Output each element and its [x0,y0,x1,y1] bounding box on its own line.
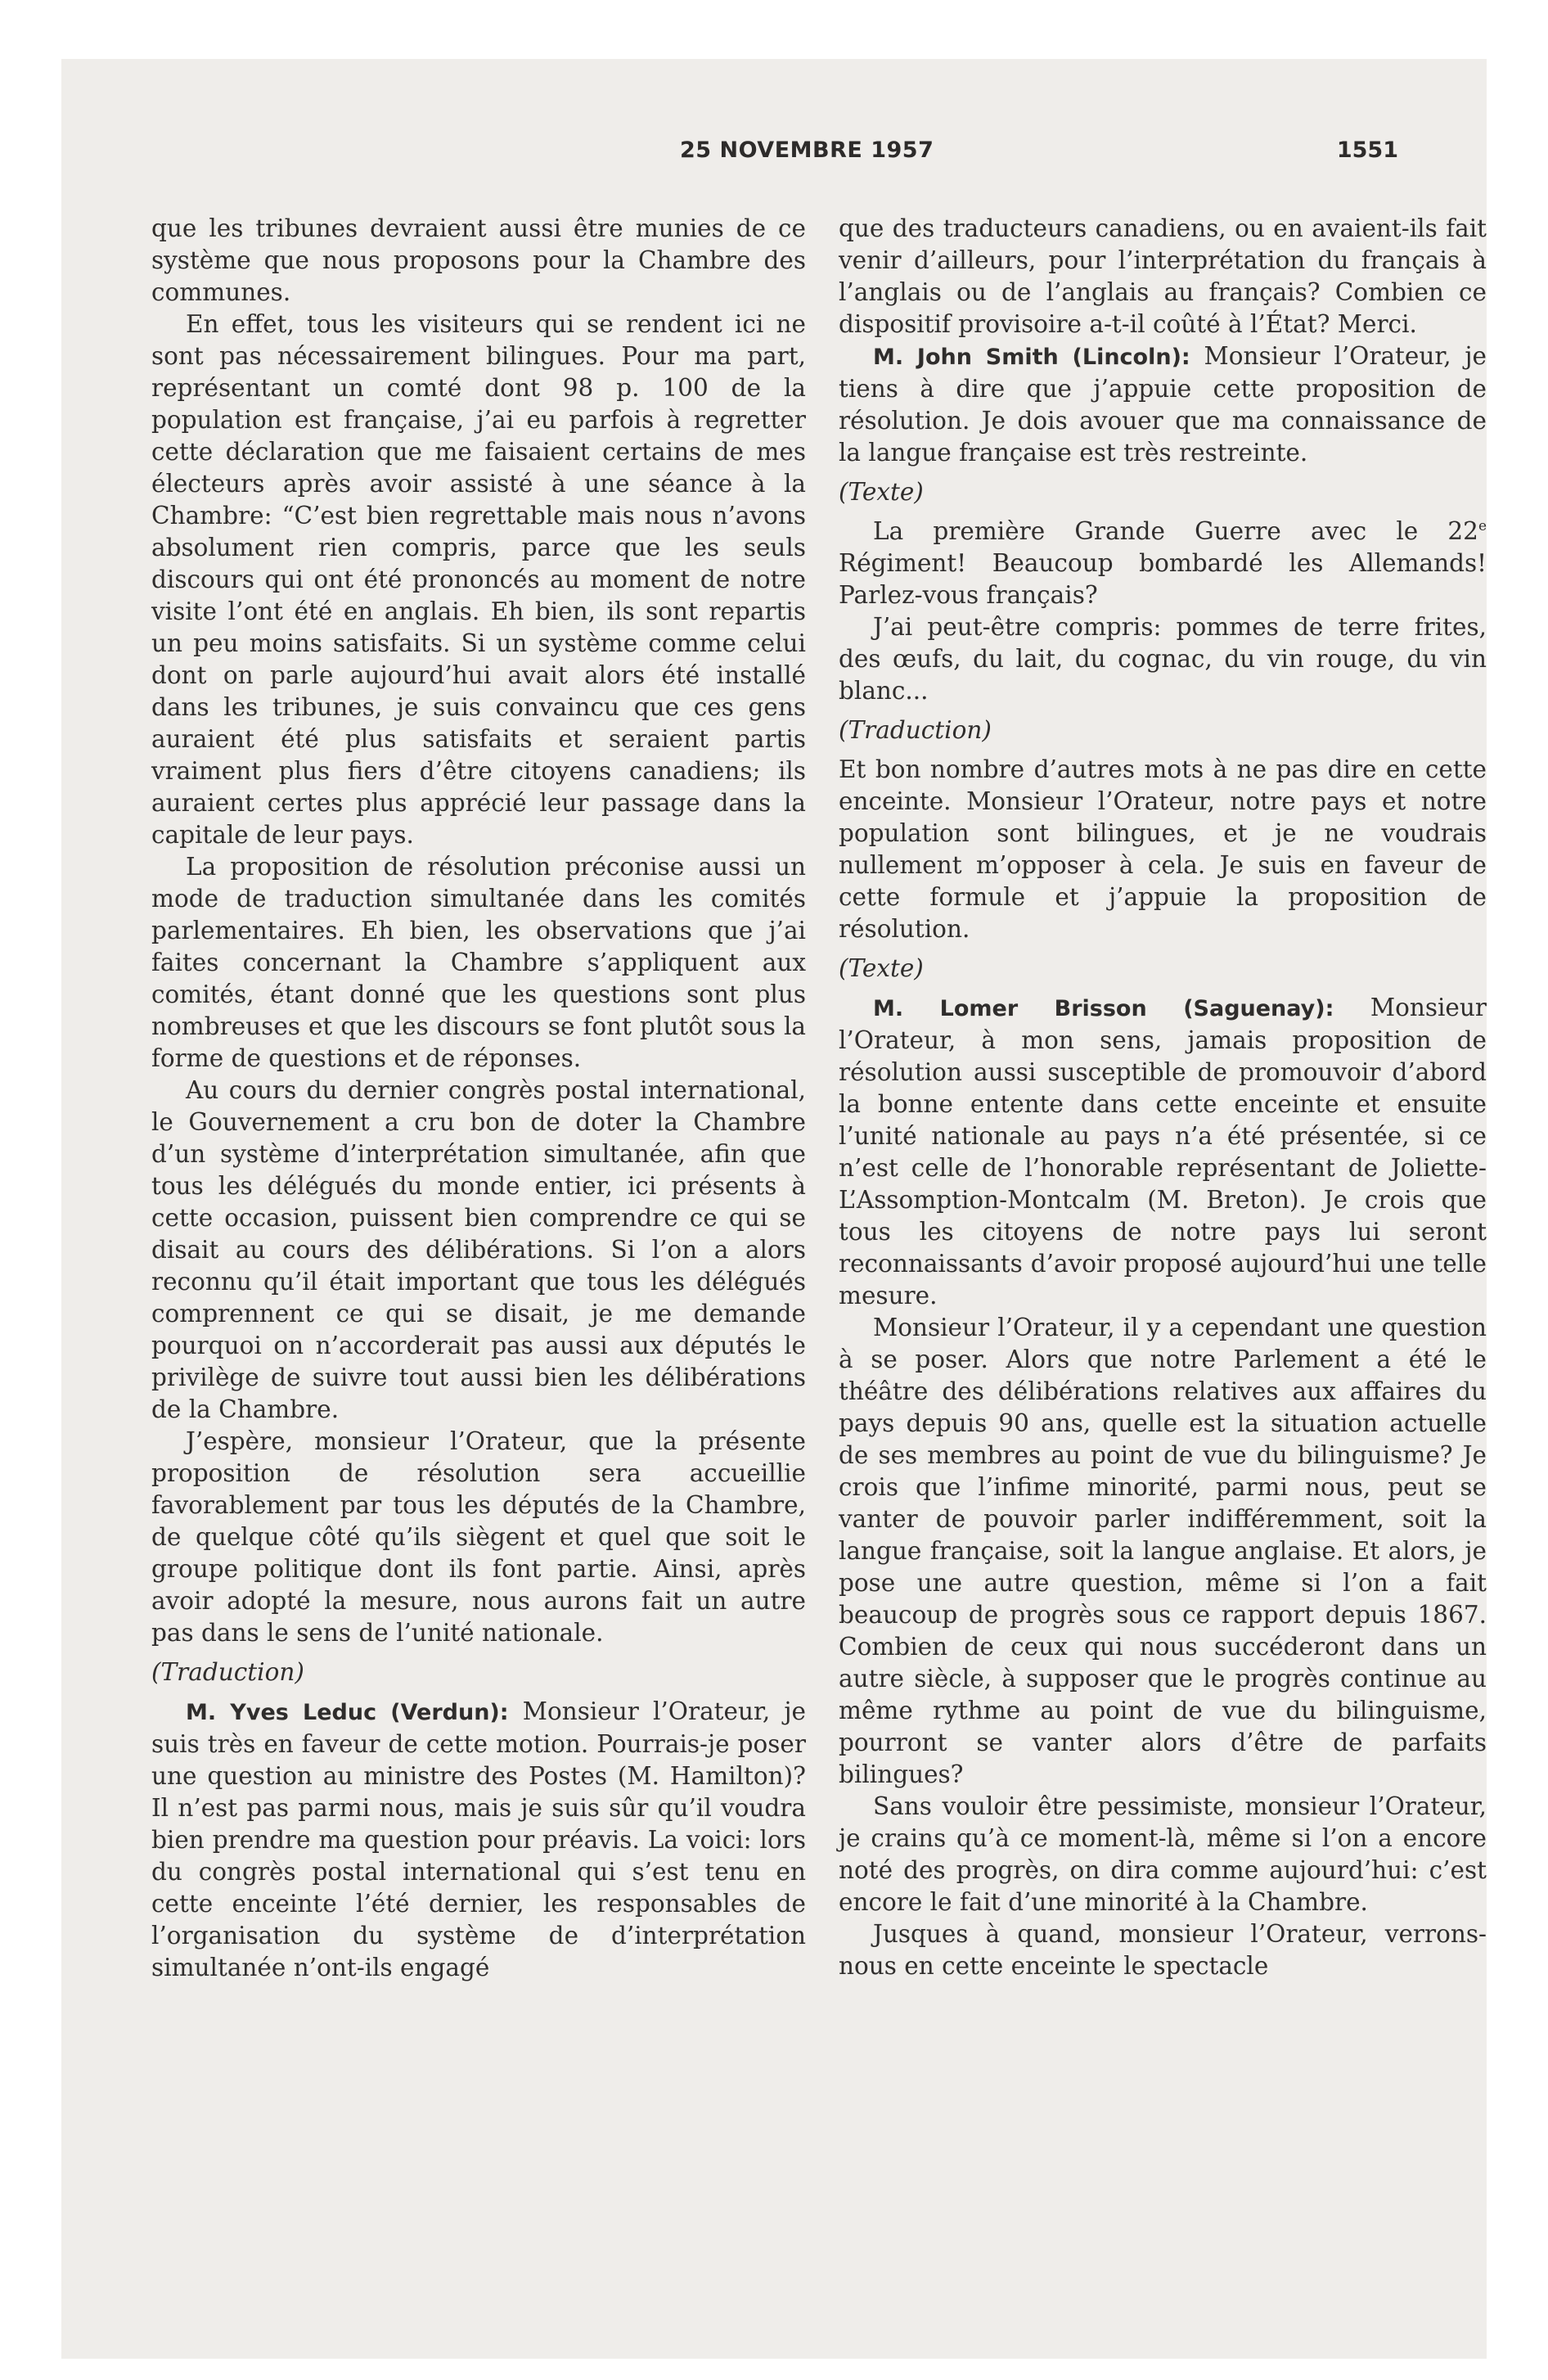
paragraph-text: Régiment! Beaucoup bombardé les Allemands! Parlez-vous français? [839,549,1487,609]
text-rubric: (Texte) [839,478,924,506]
paragraph: Et bon nombre d’autres mots à ne pas dire en cette enceinte. Monsieur l’Orateur, notre pays et notre population sont bilingues, et je ne voudrais nullement m’opposer à cela. Je suis en faveur de cette formule et j’appuie la proposition de résolution. [839,755,1487,943]
speech-paragraph [839,340,1487,469]
speaker-name: M. Lomer Brisson (Saguenay): [873,996,1334,1021]
paragraph [839,516,1487,611]
page-header [680,137,1398,174]
paragraph: que les tribunes devraient aussi être munies de ce système que nous proposons pour la Chambre des communes. [151,214,806,306]
paragraph-text: La première Grande Guerre avec le 22 [873,517,1478,545]
speech-text: Monsieur l’Orateur, à mon sens, jamais proposition de résolution aussi susceptible de promouvoir d’abord la bonne entente dans cette enceinte et ensuite l’unité nationale au pays n’a été présentée, si ce n’est celle de l’honorable représentant de Joliette-L’Assomption-Montcalm (M. Breton). Je crois que tous les citoyens de notre pays lui seront reconnaissants d’avoir proposé aujourd’hui une telle mesure. [839,994,1487,1309]
paragraph: La proposition de résolution préconise aussi un mode de traduction simultanée dans les comités parlementaires. Eh bien, les observations que j’ai faites concernant la Chambre s’appliquent aux comités, étant donné que les questions sont plus nombreuses et que les discours se font plutôt sous la forme de questions et de réponses. [151,853,806,1072]
text-rubric: (Texte) [839,954,924,982]
paragraph: J’espère, monsieur l’Orateur, que la présente proposition de résolution sera accueillie favorablement par tous les députés de la Chambre, de quelque côté qu’ils siègent et quel que soit le groupe politique dont ils font partie. Ainsi, après avoir adopté la mesure, nous aurons fait un autre pas dans le sens de l’unité nationale. [151,1427,806,1647]
superscript: e [1478,518,1487,535]
speech-text: Monsieur l’Orateur, je tiens à dire que j’appuie cette proposition de résolution. Je dois avouer que ma connaissance de la langue française est très restreinte. [839,342,1487,467]
scanned-page [61,59,1487,2359]
speaker-name: M. Yves Leduc (Verdun): [186,1700,509,1725]
speech-paragraph [151,1696,806,1984]
translation-rubric: (Traduction) [839,716,992,744]
paragraph: Monsieur l’Orateur, il y a cependant une question à se poser. Alors que notre Parlement a été le théâtre des délibérations relatives aux affaires du pays depuis 90 ans, quelle est la situation actuelle de ses membres au point de vue du bilinguisme? Je crois que l’infime minorité, parmi nous, peut se vanter de pouvoir parler indifféremment, soit la langue française, soit la langue anglaise. Et alors, je pose une autre question, même si l’on a fait beaucoup de progrès sous ce rapport depuis 1867. Combien de ceux qui nous succéderont dans un autre siècle, à supposer que le progrès continue au même rythme au point de vue du bilinguisme, pourront se vanter alors d’être de parfaits bilingues? [839,1314,1487,1788]
speech-paragraph [839,992,1487,1312]
paragraph: Au cours du dernier congrès postal international, le Gouvernement a cru bon de doter la Chambre d’un système d’interprétation simultanée, afin que tous les délégués du monde entier, ici présents à cette occasion, puissent bien comprendre ce qui se disait au cours des délibérations. Si l’on a alors reconnu qu’il était important que tous les délégués comprennent ce qui se disait, je me demande pourquoi on n’accorderait pas aussi aux députés le privilège de suivre tout aussi bien les délibérations de la Chambre. [151,1076,806,1423]
paragraph: que des traducteurs canadiens, ou en avaient-ils fait venir d’ailleurs, pour l’interprétation du français à l’anglais ou de l’anglais au français? Combien ce dispositif provisoire a-t-il coûté à l’État? Merci. [839,214,1487,338]
paragraph: Jusques à quand, monsieur l’Orateur, verrons-nous en cette enceinte le spectacle [839,1920,1487,1980]
paragraph: J’ai peut-être compris: pommes de terre frites, des œufs, du lait, du cognac, du vin rouge, du vin blanc... [839,613,1487,705]
speech-text: Monsieur l’Orateur, je suis très en faveur de cette motion. Pourrais-je poser une question au ministre des Postes (M. Hamilton)? Il n’est pas parmi nous, mais je suis sûr qu’il voudra bien prendre ma question pour préavis. La voici: lors du congrès postal international qui s’est tenu en cette enceinte l’été dernier, les responsables de l’organisation du système de d’interprétation simultanée n’ont-ils engagé [151,1697,806,1981]
page-number: 1551 [1336,137,1398,163]
speaker-name: M. John Smith (Lincoln): [873,345,1190,370]
paragraph: Sans vouloir être pessimiste, monsieur l’Orateur, je crains qu’à ce moment-là, même si l’on a encore noté des progrès, on dira comme aujourd’hui: c’est encore le fait d’une minorité à la Chambre. [839,1792,1487,1916]
header-date: 25 NOVEMBRE 1957 [680,137,934,163]
translation-rubric: (Traduction) [151,1658,304,1686]
right-column [839,213,1487,1982]
paragraph: En effet, tous les visiteurs qui se rendent ici ne sont pas nécessairement bilingues. Pour ma part, représentant un comté dont 98 p. 100 de la population est française, j’ai eu parfois à regretter cette déclaration que me faisaient certains de mes électeurs après avoir assisté à une séance à la Chambre: “C’est bien regrettable mais nous n’avons absolument rien compris, parce que les seuls discours qui ont été prononcés au moment de notre visite l’ont été en anglais. Eh bien, ils sont repartis un peu moins satisfaits. Si un système comme celui dont on parle aujourd’hui avait alors été installé dans les tribunes, je suis convaincu que ces gens auraient été plus satisfaits et seraient partis vraiment plus fiers d’être citoyens canadiens; ils auraient certes plus apprécié leur passage dans la capitale de leur pays. [151,310,806,849]
left-column [151,213,806,1984]
